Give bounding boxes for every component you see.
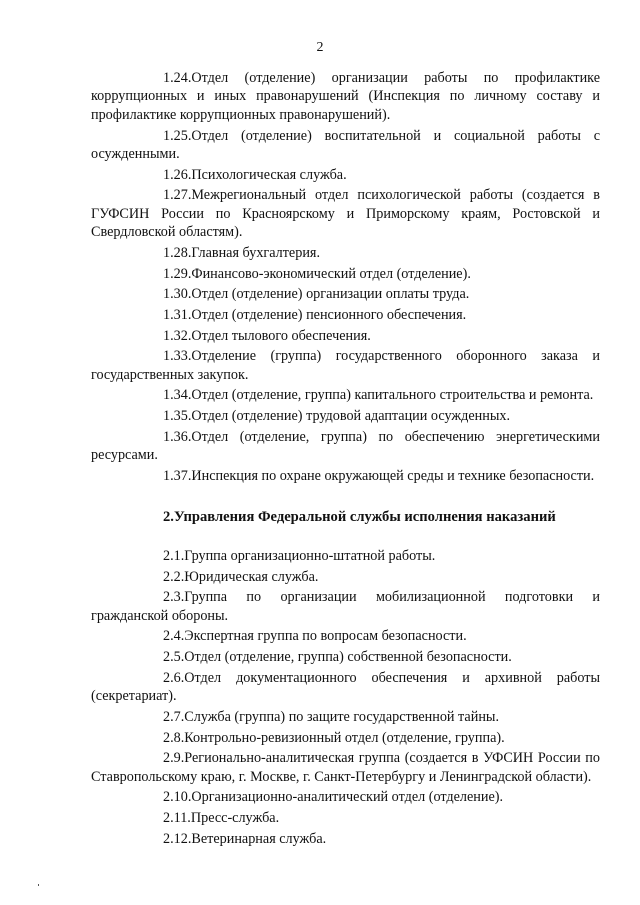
item-number: 2.1. [163, 547, 185, 564]
item-number: 1.33. [163, 348, 192, 365]
section-heading [91, 508, 600, 526]
list-item [91, 127, 600, 164]
item-number: 1.30. [163, 286, 192, 303]
item-text: Юридическая служба. [184, 568, 319, 585]
item-text: Группа организационно-штатной работы. [184, 547, 436, 564]
item-text: Ветеринарная служба. [191, 830, 327, 847]
list-item [91, 809, 600, 827]
scan-speck [38, 884, 39, 886]
list-item [91, 327, 600, 345]
item-number: 2.12. [163, 830, 192, 847]
item-text: Межрегиональный отдел психологической работы (создается в ГУФСИН России по Красноярскому и Приморскому краям, Ростовской и Свердловской областям). [91, 187, 600, 241]
item-text: Отдел (отделение) организации работы по профилактике коррупционных и иных правонарушений (Инспекция по личному составу и профилактике коррупционных правонарушений). [91, 70, 600, 123]
item-number: 2.8. [163, 729, 185, 746]
list-item [91, 669, 600, 706]
item-text: Пресс-служба. [190, 810, 280, 827]
list-item [91, 386, 600, 404]
list-item [91, 244, 600, 262]
item-number: 2.10. [163, 789, 192, 806]
list-item [91, 166, 600, 184]
item-number: 2.9. [163, 750, 185, 767]
item-number: 2.11. [163, 810, 191, 827]
item-number: 1.32. [163, 327, 192, 344]
list-item [91, 428, 600, 465]
item-text: Отдел (отделение, группа) по обеспечению энергетическими ресурсами. [91, 428, 600, 464]
list-item [91, 830, 600, 848]
item-text: Отделение (группа) государственного оборонного заказа и государственных закупок. [91, 348, 600, 383]
list-item [91, 749, 600, 786]
list-item [91, 69, 600, 124]
item-text: Отдел тылового обеспечения. [191, 327, 371, 344]
item-number: 1.34. [163, 387, 192, 404]
item-number: 1.36. [163, 428, 192, 445]
list-section-1 [91, 69, 600, 485]
item-text: Группа по организации мобилизационной подготовки и гражданской обороны. [91, 589, 600, 624]
list-item [91, 407, 600, 425]
item-number: 2.5. [163, 649, 185, 666]
item-number: 2.3. [163, 589, 185, 606]
item-number: 1.29. [163, 265, 192, 282]
item-text: Отдел (отделение) пенсионного обеспечения. [191, 306, 467, 323]
item-number: 1.28. [163, 244, 192, 261]
item-number: 2.2. [163, 568, 185, 585]
section-number: 2. [163, 509, 174, 526]
item-text: Служба (группа) по защите государственной тайны. [184, 708, 499, 725]
list-item [91, 265, 600, 283]
list-item [91, 648, 600, 666]
item-text: Экспертная группа по вопросам безопасности. [184, 628, 467, 645]
item-number: 1.27. [163, 187, 192, 204]
list-section-2 [91, 547, 600, 848]
list-item [91, 568, 600, 586]
item-number: 1.35. [163, 408, 192, 425]
item-number: 1.26. [163, 166, 192, 183]
item-text: Организационно-аналитический отдел (отделение). [191, 789, 504, 806]
item-text: Отдел (отделение) организации оплаты труда. [191, 286, 470, 303]
list-item [91, 627, 600, 645]
item-text: Регионально-аналитическая группа (создается в УФСИН России по Ставропольскому краю, г. Москве, г. Санкт-Петербургу и Ленинградской области). [91, 750, 600, 785]
list-item [91, 285, 600, 303]
list-item [91, 729, 600, 747]
list-item [91, 347, 600, 384]
item-number: 1.31. [163, 306, 192, 323]
item-text: Контрольно-ревизионный отдел (отделение, группа). [184, 729, 505, 746]
item-number: 2.7. [163, 708, 185, 725]
item-text: Финансово-экономический отдел (отделение). [191, 265, 471, 282]
list-item [91, 306, 600, 324]
item-text: Психологическая служба. [191, 166, 347, 183]
item-text: Отдел (отделение) воспитательной и социальной работы с осужденными. [91, 127, 600, 162]
document-body [91, 69, 600, 850]
list-item [91, 708, 600, 726]
item-number: 1.24. [163, 70, 192, 86]
item-number: 1.37. [163, 467, 192, 484]
list-item [91, 588, 600, 625]
list-item [91, 186, 600, 241]
item-text: Отдел (отделение) трудовой адаптации осужденных. [191, 408, 511, 425]
section-title: Управления Федеральной службы исполнения наказаний [173, 509, 556, 526]
item-number: 1.25. [163, 127, 192, 144]
list-item [91, 788, 600, 806]
list-item [91, 467, 600, 485]
list-item [91, 547, 600, 565]
item-number: 2.4. [163, 628, 185, 645]
item-text: Отдел (отделение, группа) капитального строительства и ремонта. [191, 387, 594, 404]
page-number: 2 [316, 40, 324, 55]
item-text: Отдел (отделение, группа) собственной безопасности. [184, 649, 512, 666]
item-number: 2.6. [163, 669, 185, 686]
item-text: Инспекция по охране окружающей среды и технике безопасности. [191, 467, 595, 484]
item-text: Отдел документационного обеспечения и архивной работы (секретариат). [91, 669, 600, 705]
item-text: Главная бухгалтерия. [191, 244, 320, 261]
